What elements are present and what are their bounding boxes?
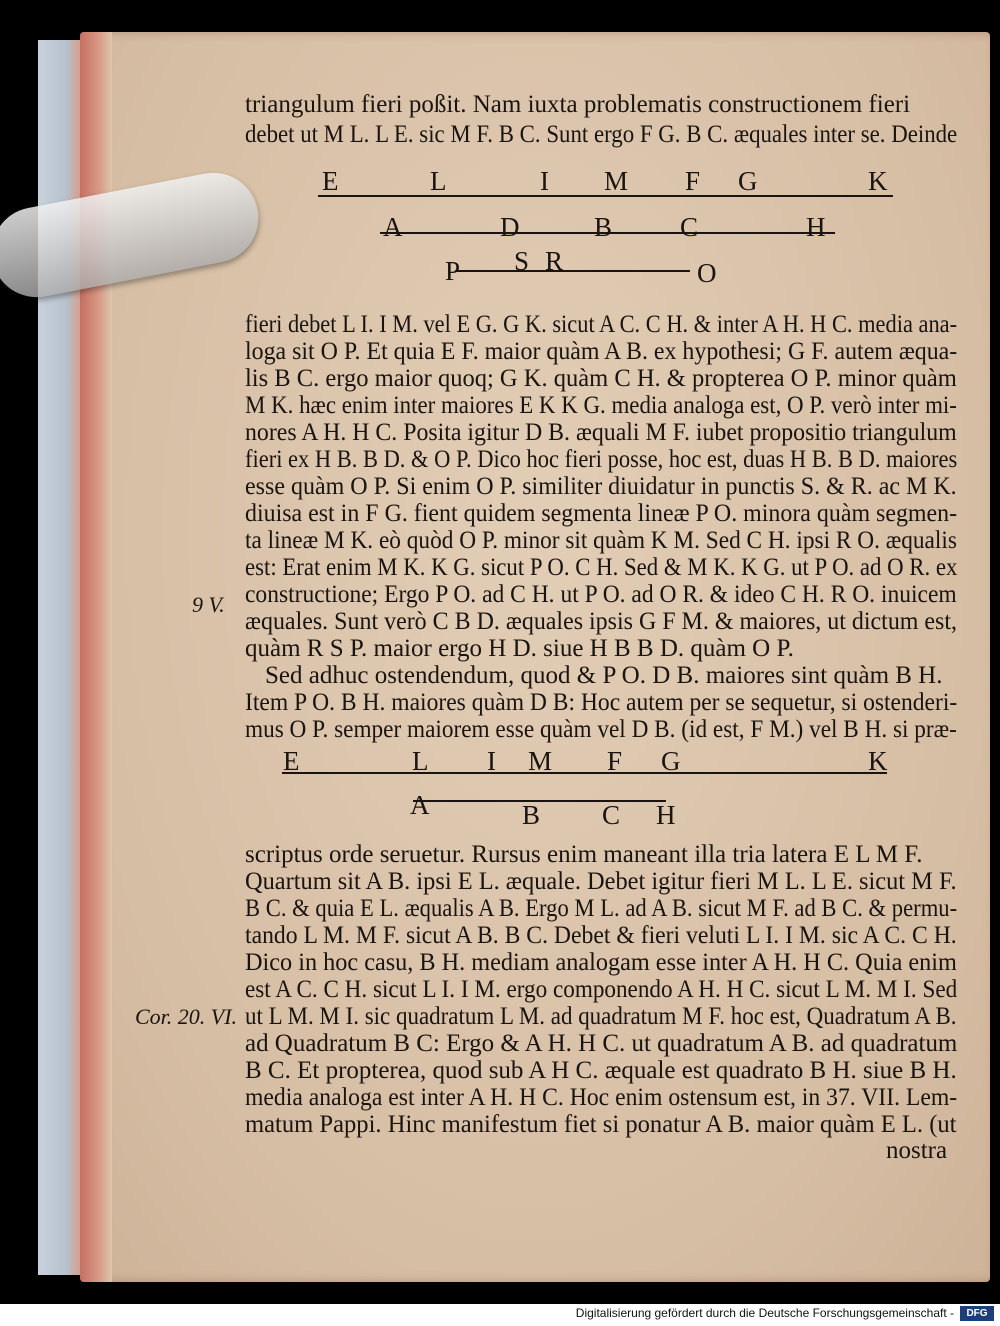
text-line: ut L M. M I. sic quadratum L M. ad quadratum M F. hoc est, Quadratum A B. xyxy=(245,1003,957,1030)
text-line: lis B C. ergo maior quoq; G K. quàm C H. & propterea O P. minor quàm xyxy=(245,365,957,392)
label: B xyxy=(522,800,542,830)
label: A xyxy=(410,790,431,820)
text-line: matum Pappi. Hinc manifestum fiet si ponatur A B. maior quàm E L. (ut xyxy=(245,1111,957,1138)
margin-note-cor: Cor. 20. VI. xyxy=(135,1004,238,1029)
label: R xyxy=(545,246,565,276)
line-EK xyxy=(282,772,887,774)
text-line: Quartum sit A B. ipsi E L. æquale. Debet igitur fieri M L. L E. sicut M F. xyxy=(245,868,957,895)
label: F xyxy=(607,746,624,776)
margin-note-9v: 9 V. xyxy=(192,592,225,617)
text-line: est A C. C H. sicut L I. I M. ergo componendo A H. H C. sicut L M. M I. Sed xyxy=(245,976,958,1003)
label: H xyxy=(806,212,827,242)
text-line: B C. & quia E L. æqualis A B. Ergo M L. ad A B. sicut M F. ad B C. & permu- xyxy=(245,895,958,922)
text-line: M K. hæc enim inter maiores E K K G. media analoga est, O P. verò inter mi- xyxy=(245,392,957,419)
label: S xyxy=(514,246,531,276)
dfg-logo: DFG xyxy=(960,1306,994,1321)
label: E xyxy=(322,166,340,196)
text-line: ad Quadratum B C: Ergo & A H. H C. ut quadratum A B. ad quadratum xyxy=(245,1030,958,1057)
label: P xyxy=(445,256,462,286)
label: K xyxy=(868,746,889,776)
label: L xyxy=(412,746,430,776)
text-line: nores A H. H C. Posita igitur D B. æquali M F. iubet propositio triangulum xyxy=(245,419,957,446)
footer-text: Digitalisierung gefördert durch die Deutsche Forschungsgemeinschaft - xyxy=(575,1306,954,1320)
text-line: debet ut M L. L E. sic M F. B C. Sunt ergo F G. B C. æquales inter se. Deinde xyxy=(245,121,958,148)
label: B xyxy=(594,212,614,242)
text-line: Sed adhuc ostendendum, quod & P O. D B. maiores sint quàm B H. xyxy=(265,662,943,689)
text-line: esse quàm O P. Si enim O P. similiter diuidatur in punctis S. & R. ac M K. xyxy=(245,473,957,500)
catchword: nostra xyxy=(886,1137,948,1164)
text-line: loga sit O P. Et quia E F. maior quàm A B. ex hypothesi; G F. autem æqua- xyxy=(245,338,958,365)
text-line: Item P O. B H. maiores quàm D B: Hoc autem per se sequetur, si ostenderi- xyxy=(245,689,958,716)
text-line: quàm R S P. maior ergo H D. siue H B B D. quàm O P. xyxy=(245,635,794,662)
text-line: media analoga est inter A H. H C. Hoc enim ostensum est, in 37. VII. Lem- xyxy=(245,1084,958,1111)
label: C xyxy=(680,212,700,242)
text-line: diuisa est in F G. fient quidem segmenta lineæ P O. minora quàm segmen- xyxy=(245,500,958,527)
label: K xyxy=(868,166,889,196)
label: F xyxy=(685,166,702,196)
label: I xyxy=(487,746,497,776)
label: G xyxy=(738,166,759,196)
text-line: mus O P. semper maiorem esse quàm vel D B. (id est, F M.) vel B H. si præ- xyxy=(245,716,957,743)
text-line: æquales. Sunt verò C B D. æquales ipsis G F M. & maiores, ut dictum est, xyxy=(245,608,958,635)
label: G xyxy=(661,746,682,776)
text-line: fieri ex H B. B D. & O P. Dico hoc fieri posse, hoc est, duas H B. B D. maiores xyxy=(245,446,958,473)
label: C xyxy=(602,800,622,830)
text-line: B C. Et propterea, quod sub A H C. æquale est quadrato B H. siue B H. xyxy=(245,1057,957,1084)
label: H xyxy=(656,800,677,830)
text-line: fieri debet L I. I M. vel E G. G K. sicut A C. C H. & inter A H. H C. media ana- xyxy=(245,311,958,338)
line-PO xyxy=(455,270,690,272)
text-line: ta lineæ M K. eò quòd O P. minor sit quàm K M. Sed C H. ipsi R O. æqualis xyxy=(245,527,957,554)
label: I xyxy=(540,166,550,196)
label: O xyxy=(697,258,718,288)
text-line: scriptus orde seruetur. Rursus enim maneant illa tria latera E L M F. xyxy=(245,841,923,868)
label: L xyxy=(430,166,448,196)
label: D xyxy=(500,212,521,242)
label: A xyxy=(383,212,404,242)
text-line: constructione; Ergo P O. ad C H. ut P O. ad O R. & ideo C H. R O. inuicem xyxy=(245,581,957,608)
label: E xyxy=(283,746,301,776)
text-line: est: Erat enim M K. K G. sicut P O. C H. Sed & M K. K G. ut P O. ad O R. ex xyxy=(245,554,958,581)
text-line: Dico in hoc casu, B H. mediam analogam esse inter A H. H C. Quia enim xyxy=(245,949,957,976)
text-line: tando L M. M F. sicut A B. B C. Debet & fieri veluti L I. I M. sic A C. C H. xyxy=(245,922,957,949)
label: M xyxy=(528,746,554,776)
label: M xyxy=(604,166,630,196)
text-line: triangulum fieri poßit. Nam iuxta problematis constructionem fieri xyxy=(245,91,911,118)
